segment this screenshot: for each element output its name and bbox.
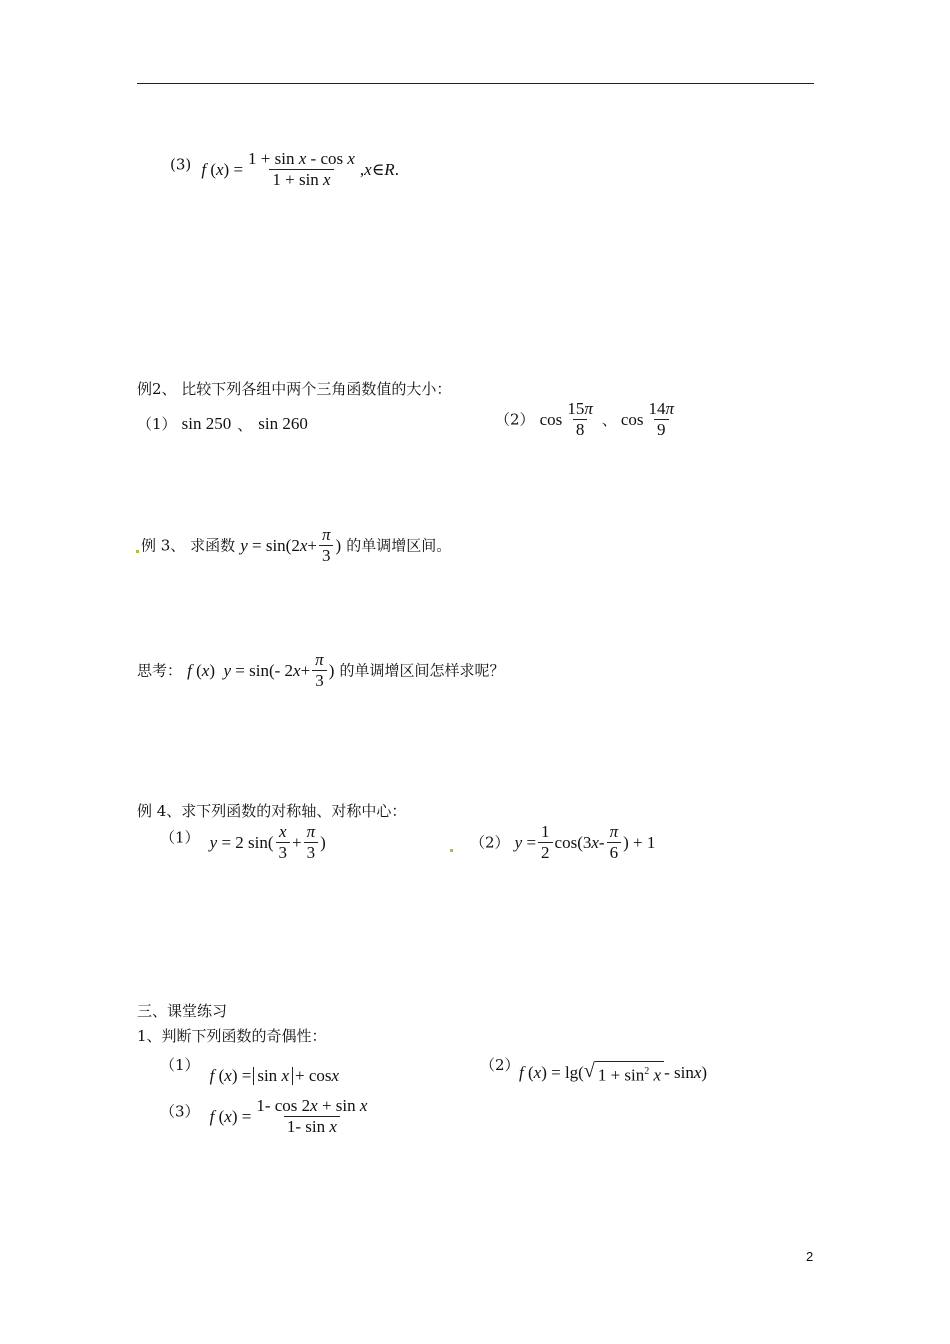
separator: 、 — [601, 413, 617, 429]
example-3-suffix: 的单调增区间。 — [346, 536, 452, 555]
example-4-part-2 — [470, 823, 655, 862]
example-2-title: 例2、 比较下列各组中两个三角函数值的大小： — [137, 380, 452, 398]
practice-heading: 三、课堂练习 — [137, 1002, 228, 1020]
example-3-formula: y = sin(2 x + $\frac{\pi}{3}$ ) — [240, 525, 342, 565]
think-formula: f ( x ) y = sin(- 2 x + $\frac{\pi}{3}$ ) — [187, 650, 335, 690]
stray-mark — [450, 849, 453, 852]
example-2-part-1-formula: sin 250 、 sin 260 — [181, 414, 308, 434]
think-prefix: 思考： — [137, 661, 183, 680]
example-4-title: 例 4、求下列函数的对称轴、对称中心： — [137, 802, 407, 820]
page-number: 2 — [806, 1249, 814, 1264]
practice-part-3-label: （3） — [160, 1102, 200, 1121]
practice-part-3 — [160, 1097, 372, 1136]
example-2-part-2 — [495, 400, 679, 439]
practice-part-2 — [480, 1054, 520, 1075]
example-3 — [141, 526, 451, 565]
think-question — [137, 651, 504, 690]
example-3-prefix: 例 3、 求函数 — [141, 536, 236, 555]
think-suffix: 的单调增区间怎样求呢？ — [339, 661, 505, 680]
example-2-part-2-formula: cos $\frac{15\pi}{8}$ 、 cos $\frac{14\pi}{9}$ — [539, 399, 675, 439]
practice-part-1-label: （1） — [160, 1056, 200, 1074]
example-4-part-1 — [160, 823, 326, 862]
example-4-part-2-label: （2） — [470, 833, 510, 852]
example-4-part-1-label: （1） — [160, 828, 200, 847]
example-2-part-1-label: （1） — [137, 415, 177, 433]
stray-mark — [136, 550, 139, 553]
example-2-part-1 — [137, 413, 308, 435]
separator: 、 — [237, 417, 253, 434]
practice-part-1 — [160, 1054, 340, 1085]
header-rule — [137, 83, 814, 84]
problem-3-label: (3) — [170, 155, 192, 174]
practice-part-3-formula: f ( x ) = $\frac{\text{1- cos 2x + sin x}}{\text{1- sin x}}$ — [209, 1096, 368, 1136]
practice-part-2-formula: f ( x ) = lg( √ $1 + \sin^2 x$ - sin x ) — [519, 1060, 708, 1085]
practice-part-2-label: （2） — [480, 1056, 520, 1074]
example-4-part-2-formula: y = $\frac{1}{2}$ cos(3 x - $\frac{\pi}{6}$ ) + 1 — [514, 822, 656, 862]
practice-part-1-formula: f ( x ) = sin x + cos x — [209, 1066, 340, 1085]
problem-3-formula: f ( x ) = $\frac{\text{1 + sin x - cos x}}{\text{1 + sin x}}$ , x ∈ R . — [201, 149, 399, 189]
practice-question-1: 1、判断下列函数的奇偶性： — [137, 1027, 327, 1045]
practice-part-2-formula-wrap — [519, 1061, 707, 1085]
example-2-part-2-label: （2） — [495, 410, 535, 429]
example-4-part-1-formula: y = 2 sin( $\frac{x}{3}$ + $\frac{\pi}{3}$ ) — [209, 822, 326, 862]
problem-3 — [170, 150, 399, 189]
